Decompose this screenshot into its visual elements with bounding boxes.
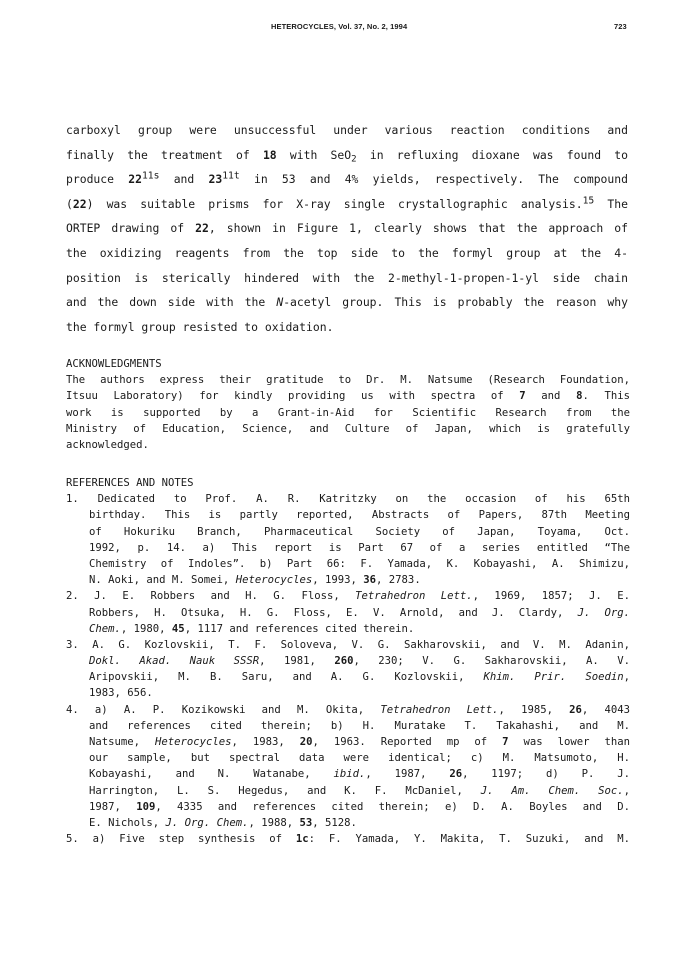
acknowledgments-section (66, 356, 630, 453)
body-line: carboxyl group were unsuccessful under various reaction conditions and (66, 123, 628, 137)
reference-line: Chemistry of Indoles”. b) Part 66: F. Yamada, K. Kobayashi, A. Shimizu, (89, 557, 630, 570)
acknowledgments-line: The authors express their gratitude to Dr. M. Natsume (Research Foundation, (66, 374, 630, 387)
references-heading: REFERENCES AND NOTES (66, 477, 194, 489)
acknowledgments-heading: ACKNOWLEDGMENTS (66, 358, 162, 370)
reference-line: Dokl. Akad. Nauk SSSR, 1981, 260, 230; V. G. Sakharovskii, A. V. (89, 655, 630, 668)
reference-line: of Hokuriku Branch, Pharmaceutical Society of Japan, Toyama, Oct. (89, 525, 630, 538)
reference-line: 1983, 656. (89, 687, 153, 700)
body-line: (22) was suitable prisms for X-ray single crystallographic analysis.$^{15}$ The (66, 195, 628, 211)
body-line: ORTEP drawing of 22, shown in Figure 1, clearly shows that the approach of (66, 221, 628, 236)
body-line: produce $22^{11s}$ and $23^{11t}$ in 53 and 4% yields, respectively. The compound (66, 170, 628, 187)
reference-line: 4. a) A. P. Kozikowski and M. Okita, Tetrahedron Lett., 1985, 26, 4043 (66, 703, 630, 716)
acknowledgments-line: work is supported by a Grant-in-Aid for Scientific Research from the (66, 406, 630, 419)
references-section (66, 475, 630, 847)
reference-line: Chem., 1980, 45, 1117 and references cited therein. (89, 622, 415, 635)
body-line: the oxidizing reagents from the top side to the formyl group at the 4- (66, 245, 628, 260)
reference-line: Robbers, H. Otsuka, H. G. Floss, E. V. Arnold, and J. Clardy, J. Org. (89, 606, 631, 619)
reference-line: our sample, but spectral data were identical; c) M. Matsumoto, H. (89, 752, 630, 765)
body-line: and the down side with the N-acetyl group. This is probably the reason why (66, 295, 628, 310)
reference-line: 3. A. G. Kozlovskii, T. F. Soloveva, V. G. Sakharovskii, and V. M. Adanin, (66, 638, 630, 651)
body-line: finally the treatment of 18 with SeO$_2$ in refluxing dioxane was found to (66, 147, 628, 164)
acknowledgments-line: acknowledged. (66, 438, 149, 451)
reference-line: and references cited therein; b) H. Muratake T. Takahashi, and M. (89, 719, 630, 732)
running-header (0, 22, 695, 36)
body-line: position is sterically hindered with the 2-methyl-1-propen-1-yl side chain (66, 270, 628, 285)
journal-citation: HETEROCYCLES, Vol. 37, No. 2, 1994 (271, 22, 408, 31)
reference-line: 1987, 109, 4335 and references cited therein; e) D. A. Boyles and D. (89, 800, 630, 813)
reference-line: E. Nichols, J. Org. Chem., 1988, 53, 5128. (89, 816, 357, 829)
reference-line: 1. Dedicated to Prof. A. R. Katritzky on the occasion of his 65th (66, 493, 630, 506)
reference-line: Harrington, L. S. Hegedus, and K. F. McDaniel, J. Am. Chem. Soc., (89, 784, 630, 797)
body-paragraph (66, 118, 628, 339)
reference-line: birthday. This is partly reported, Abstracts of Papers, 87th Meeting (89, 509, 630, 522)
reference-line: 1992, p. 14. a) This report is Part 67 of a series entitled “The (89, 541, 630, 554)
reference-line: Natsume, Heterocycles, 1983, 20, 1963. Reported mp of 7 was lower than (89, 736, 631, 748)
reference-line: N. Aoki, and M. Somei, Heterocycles, 1993, 36, 2783. (89, 574, 421, 587)
reference-line: 2. J. E. Robbers and H. G. Floss, Tetrahedron Lett., 1969, 1857; J. E. (66, 590, 630, 603)
acknowledgments-line: Ministry of Education, Science, and Culture of Japan, which is gratefully (66, 422, 630, 435)
acknowledgments-line: Itsuu Laboratory) for kindly providing us with spectra of 7 and 8. This (66, 390, 630, 403)
reference-line: Kobayashi, and N. Watanabe, ibid., 1987, 26, 1197; d) P. J. (89, 768, 630, 781)
reference-line: Aripovskii, M. B. Saru, and A. G. Kozlovskii, Khim. Prir. Soedin, (89, 671, 630, 684)
body-line: the formyl group resisted to oxidation. (66, 319, 334, 334)
page-number: 723 (614, 22, 627, 31)
reference-line: 5. a) Five step synthesis of 1c: F. Yamada, Y. Makita, T. Suzuki, and M. (66, 833, 631, 846)
